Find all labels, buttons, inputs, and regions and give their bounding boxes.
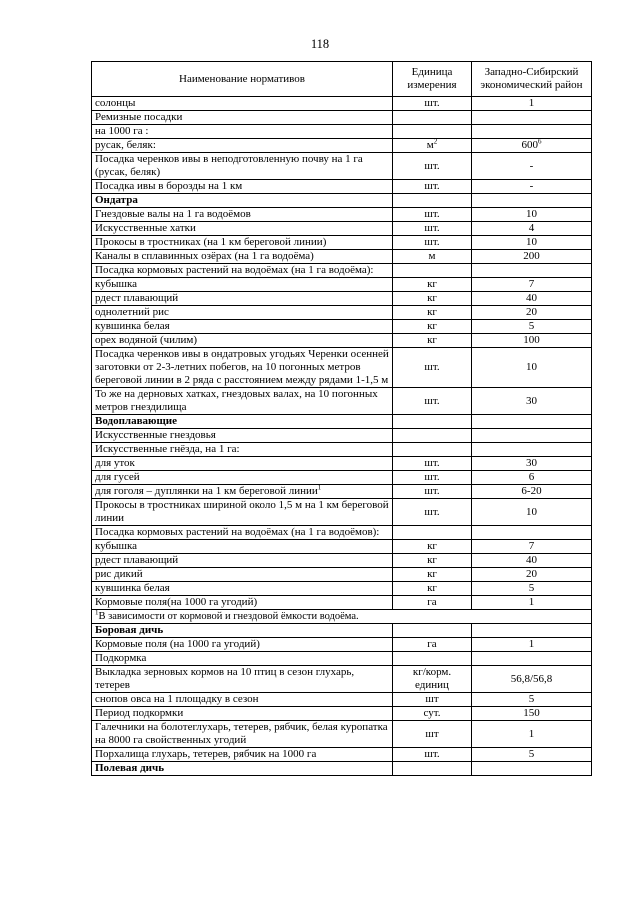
table-row bbox=[92, 306, 592, 320]
section-title: Боровая дичь bbox=[92, 624, 393, 638]
normative-name: Искусственные гнездовья bbox=[92, 429, 393, 443]
normatives-table bbox=[91, 61, 592, 776]
table-row bbox=[92, 153, 592, 180]
table-row bbox=[92, 320, 592, 334]
normative-name: Галечники на болотеглухарь, тетерев, рябчик, белая куропатка на 8000 га свойственных угодий bbox=[92, 721, 393, 748]
unit-cell bbox=[393, 443, 472, 457]
normative-name: Прокосы в тростниках (на 1 км береговой линии) bbox=[92, 236, 393, 250]
normative-name: Кормовые поля(на 1000 га угодий) bbox=[92, 596, 393, 610]
region-value-cell: 30 bbox=[472, 388, 592, 415]
unit-cell bbox=[393, 652, 472, 666]
table-row bbox=[92, 721, 592, 748]
unit-cell: $м^2$ bbox=[393, 139, 472, 153]
normative-name: рдест плавающий bbox=[92, 554, 393, 568]
unit-cell bbox=[393, 111, 472, 125]
unit-cell: шт. bbox=[393, 222, 472, 236]
region-value-cell bbox=[472, 111, 592, 125]
region-value-cell: 1 bbox=[472, 97, 592, 111]
region-value-cell: 7 bbox=[472, 278, 592, 292]
region-value-cell bbox=[472, 194, 592, 208]
normative-name: однолетний рис bbox=[92, 306, 393, 320]
region-value-cell: 10 bbox=[472, 236, 592, 250]
table-row bbox=[92, 139, 592, 153]
superscript: 2 bbox=[433, 138, 438, 146]
region-value-cell: - bbox=[472, 180, 592, 194]
region-value-cell: 40 bbox=[472, 554, 592, 568]
normative-name: Каналы в сплавинных озёрах (на 1 га водоёма) bbox=[92, 250, 393, 264]
unit-cell bbox=[393, 415, 472, 429]
unit-cell: кг/корм. единиц bbox=[393, 666, 472, 693]
section-row bbox=[92, 624, 592, 638]
unit-cell bbox=[393, 429, 472, 443]
region-value-cell: 4 bbox=[472, 222, 592, 236]
unit-cell: шт bbox=[393, 693, 472, 707]
normative-name: кубышка bbox=[92, 278, 393, 292]
unit-cell: кг bbox=[393, 306, 472, 320]
table-row bbox=[92, 180, 592, 194]
unit-cell bbox=[393, 194, 472, 208]
unit-cell: кг bbox=[393, 292, 472, 306]
section-title: Ондатра bbox=[92, 194, 393, 208]
unit-cell: га bbox=[393, 638, 472, 652]
normative-name: Посадка черенков ивы в ондатровых угодьях Черенки осенней заготовки от 2-3-летних побегов, на 10 погонных метров береговой линии в 2 ряда с расстоянием между рядами 1-1,5 м bbox=[92, 348, 393, 388]
unit-cell: шт bbox=[393, 721, 472, 748]
region-value-cell bbox=[472, 125, 592, 139]
region-value-cell bbox=[472, 429, 592, 443]
table-row bbox=[92, 554, 592, 568]
normative-name: Ремизные посадки bbox=[92, 111, 393, 125]
normative-name: Выкладка зерновых кормов на 10 птиц в сезон глухарь, тетерев bbox=[92, 666, 393, 693]
region-value-cell: 100 bbox=[472, 334, 592, 348]
region-value-cell bbox=[472, 264, 592, 278]
normative-name: Порхалища глухарь, тетерев, рябчик на 1000 га bbox=[92, 748, 393, 762]
table-row bbox=[92, 707, 592, 721]
unit-cell: шт. bbox=[393, 180, 472, 194]
unit-cell: кг bbox=[393, 320, 472, 334]
section-row bbox=[92, 762, 592, 776]
region-value-cell: - bbox=[472, 153, 592, 180]
normative-name: для уток bbox=[92, 457, 393, 471]
unit-cell bbox=[393, 624, 472, 638]
unit-cell: шт. bbox=[393, 485, 472, 499]
region-value-cell bbox=[472, 526, 592, 540]
normative-name: снопов овса на 1 площадку в сезон bbox=[92, 693, 393, 707]
normative-name: Гнездовые валы на 1 га водоёмов bbox=[92, 208, 393, 222]
unit-cell: шт. bbox=[393, 748, 472, 762]
normative-name: Период подкормки bbox=[92, 707, 393, 721]
unit-cell: шт. bbox=[393, 388, 472, 415]
superscript: 6 bbox=[538, 138, 542, 146]
region-value-cell: 6 bbox=[472, 471, 592, 485]
unit-cell: кг bbox=[393, 568, 472, 582]
table-row bbox=[92, 208, 592, 222]
table-row bbox=[92, 125, 592, 139]
region-value-cell: 10 bbox=[472, 499, 592, 526]
region-value-cell bbox=[472, 415, 592, 429]
unit-cell: кг bbox=[393, 334, 472, 348]
normative-name: на 1000 га : bbox=[92, 125, 393, 139]
normative-name: Посадка черенков ивы в неподготовленную почву на 1 га (русак, беляк) bbox=[92, 153, 393, 180]
header-unit: Единица измерения bbox=[393, 62, 472, 97]
unit-cell: шт. bbox=[393, 208, 472, 222]
section-row bbox=[92, 415, 592, 429]
table-row bbox=[92, 638, 592, 652]
header-region: Западно-Сибирский экономический район bbox=[472, 62, 592, 97]
normative-name: орех водяной (чилим) bbox=[92, 334, 393, 348]
region-value-cell: 20 bbox=[472, 306, 592, 320]
normative-name: для гоголя – дуплянки на 1 км береговой линии$^1$ bbox=[92, 485, 393, 499]
superscript: 1 bbox=[95, 609, 99, 617]
region-value-cell: 6-20 bbox=[472, 485, 592, 499]
section-title: Водоплавающие bbox=[92, 415, 393, 429]
table-row bbox=[92, 652, 592, 666]
normative-name: Искусственные гнёзда, на 1 га: bbox=[92, 443, 393, 457]
table-row bbox=[92, 278, 592, 292]
region-value-cell bbox=[472, 652, 592, 666]
unit-cell: кг bbox=[393, 278, 472, 292]
table-row bbox=[92, 429, 592, 443]
unit-cell: шт. bbox=[393, 348, 472, 388]
table-row bbox=[92, 222, 592, 236]
table-row bbox=[92, 334, 592, 348]
unit-cell: кг bbox=[393, 540, 472, 554]
region-value-cell bbox=[472, 443, 592, 457]
normative-name: Посадка ивы в борозды на 1 км bbox=[92, 180, 393, 194]
unit-cell: га bbox=[393, 596, 472, 610]
table-row bbox=[92, 471, 592, 485]
normative-name: Подкормка bbox=[92, 652, 393, 666]
table-row bbox=[92, 388, 592, 415]
unit-cell: кг bbox=[393, 554, 472, 568]
region-value-cell bbox=[472, 624, 592, 638]
table-row bbox=[92, 693, 592, 707]
region-value-cell: 1 bbox=[472, 638, 592, 652]
table-row bbox=[92, 748, 592, 762]
normative-name: кувшинка белая bbox=[92, 320, 393, 334]
unit-cell: сут. bbox=[393, 707, 472, 721]
table-row bbox=[92, 292, 592, 306]
normative-name: Прокосы в тростниках шириной около 1,5 м на 1 км береговой линии bbox=[92, 499, 393, 526]
region-value-cell: 20 bbox=[472, 568, 592, 582]
table-row bbox=[92, 540, 592, 554]
table-row bbox=[92, 499, 592, 526]
table-row bbox=[92, 582, 592, 596]
unit-cell: шт. bbox=[393, 236, 472, 250]
region-value-cell: 150 bbox=[472, 707, 592, 721]
footnote bbox=[92, 610, 592, 624]
table-row bbox=[92, 457, 592, 471]
normative-name: русак, беляк: bbox=[92, 139, 393, 153]
table-header-row bbox=[92, 62, 592, 97]
table-row bbox=[92, 111, 592, 125]
footnote-row bbox=[92, 610, 592, 624]
region-value-cell bbox=[472, 762, 592, 776]
region-value-cell: 10 bbox=[472, 348, 592, 388]
region-value-cell: 5 bbox=[472, 582, 592, 596]
region-value-cell: 5 bbox=[472, 693, 592, 707]
table-row bbox=[92, 568, 592, 582]
normative-name: рдест плавающий bbox=[92, 292, 393, 306]
region-value-cell: 30 bbox=[472, 457, 592, 471]
unit-cell bbox=[393, 762, 472, 776]
section-title: Полевая дичь bbox=[92, 762, 393, 776]
table-row bbox=[92, 97, 592, 111]
table-body bbox=[92, 97, 592, 776]
table-row bbox=[92, 596, 592, 610]
region-value-cell: 7 bbox=[472, 540, 592, 554]
unit-cell: м bbox=[393, 250, 472, 264]
region-value-cell: 200 bbox=[472, 250, 592, 264]
table-row bbox=[92, 348, 592, 388]
unit-cell bbox=[393, 264, 472, 278]
footnote-text: В зависимости от кормовой и гнездовой ёмкости водоёма. bbox=[98, 611, 359, 622]
normative-name: Посадка кормовых растений на водоёмах (на 1 га водоёма): bbox=[92, 264, 393, 278]
region-value-cell: $600^6$ bbox=[472, 139, 592, 153]
unit-cell: шт. bbox=[393, 499, 472, 526]
table-row bbox=[92, 526, 592, 540]
normative-name: кувшинка белая bbox=[92, 582, 393, 596]
normative-name: Посадка кормовых растений на водоёмах (на 1 га водоёмов): bbox=[92, 526, 393, 540]
unit-cell: кг bbox=[393, 582, 472, 596]
normative-name: солонцы bbox=[92, 97, 393, 111]
table-row bbox=[92, 236, 592, 250]
section-row bbox=[92, 194, 592, 208]
superscript: 1 bbox=[317, 484, 322, 492]
region-value-cell: 1 bbox=[472, 721, 592, 748]
table-row bbox=[92, 264, 592, 278]
normative-name: То же на дерновых хатках, гнездовых валах, на 10 погонных метров гнездилища bbox=[92, 388, 393, 415]
unit-cell: шт. bbox=[393, 471, 472, 485]
normative-name: Кормовые поля (на 1000 га угодий) bbox=[92, 638, 393, 652]
table-row bbox=[92, 443, 592, 457]
unit-cell bbox=[393, 125, 472, 139]
normative-name: рис дикий bbox=[92, 568, 393, 582]
region-value-cell: 56,8/56,8 bbox=[472, 666, 592, 693]
region-value-cell: 40 bbox=[472, 292, 592, 306]
header-name: Наименование нормативов bbox=[92, 62, 393, 97]
table-row bbox=[92, 250, 592, 264]
normative-name: Искусственные хатки bbox=[92, 222, 393, 236]
normative-name: для гусей bbox=[92, 471, 393, 485]
unit-cell: шт. bbox=[393, 457, 472, 471]
table-row bbox=[92, 485, 592, 499]
table-row bbox=[92, 666, 592, 693]
normative-name: кубышка bbox=[92, 540, 393, 554]
region-value-cell: 5 bbox=[472, 748, 592, 762]
unit-cell: шт. bbox=[393, 153, 472, 180]
region-value-cell: 10 bbox=[472, 208, 592, 222]
unit-cell bbox=[393, 526, 472, 540]
region-value-cell: 5 bbox=[472, 320, 592, 334]
page-number: 118 bbox=[310, 37, 330, 51]
region-value-cell: 1 bbox=[472, 596, 592, 610]
unit-cell: шт. bbox=[393, 97, 472, 111]
